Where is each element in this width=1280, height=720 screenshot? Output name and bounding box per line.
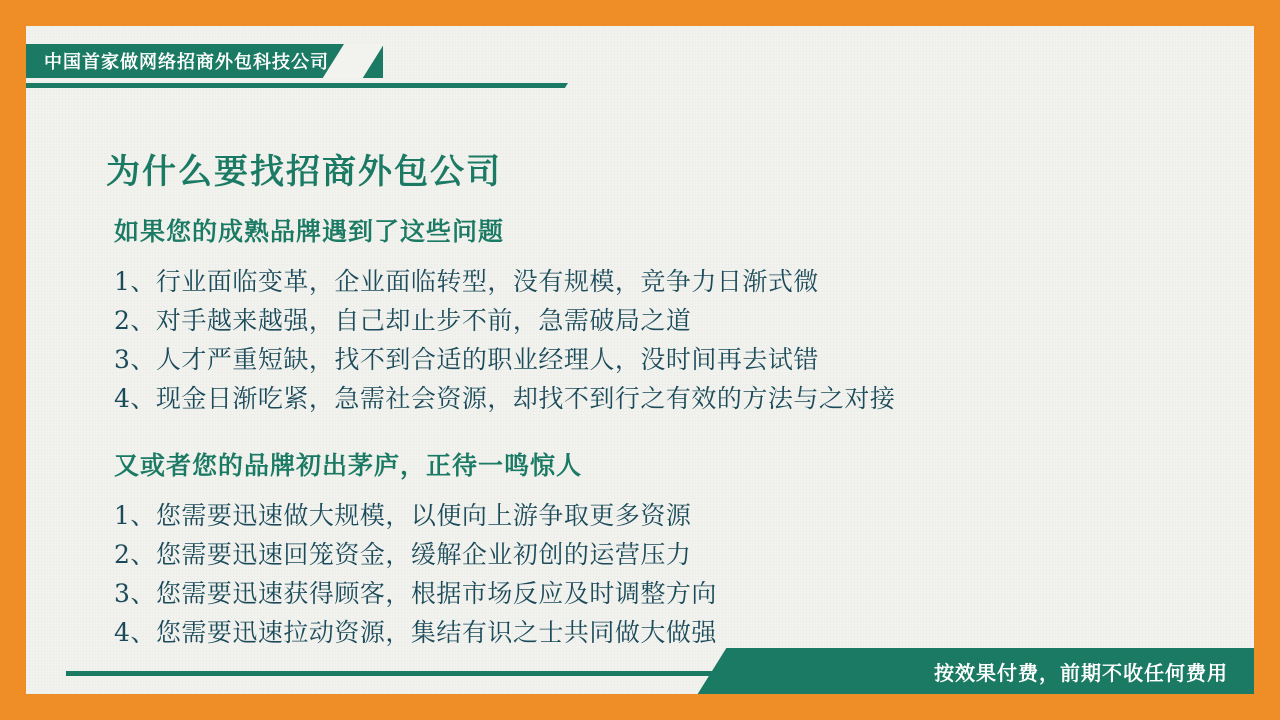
footer-ribbon <box>734 648 1254 694</box>
footer-label: 按效果付费，前期不收任何费用 <box>934 662 1228 685</box>
section-title: 如果您的成熟品牌遇到了这些问题 <box>114 218 505 246</box>
list-item: 1、您需要迅速做大规模，以便向上游争取更多资源 <box>114 501 692 530</box>
section-title: 又或者您的品牌初出茅庐，正待一鸣惊人 <box>114 452 583 480</box>
list-item: 4、您需要迅速拉动资源，集结有识之士共同做大做强 <box>114 618 717 647</box>
footer-rule <box>66 671 756 676</box>
page-title: 为什么要找招商外包公司 <box>106 153 502 191</box>
list-item: 2、对手越来越强，自己却止步不前，急需破局之道 <box>114 306 692 335</box>
header-ribbon <box>26 44 383 78</box>
footer-bar <box>26 648 1254 694</box>
slide-paper <box>26 26 1254 694</box>
list-item: 3、您需要迅速获得顾客，根据市场反应及时调整方向 <box>114 579 717 608</box>
header-ribbon-label: 中国首家做网络招商外包科技公司 <box>44 52 329 72</box>
list-item: 1、行业面临变革，企业面临转型，没有规模，竞争力日渐式微 <box>114 267 819 296</box>
header-rule <box>26 83 546 88</box>
bullet-list <box>114 262 895 418</box>
list-item: 4、现金日渐吃紧，急需社会资源，却找不到行之有效的方法与之对接 <box>114 384 896 413</box>
header-rule-tail <box>543 83 568 88</box>
list-item: 3、人才严重短缺，找不到合适的职业经理人，没时间再去试错 <box>114 345 819 374</box>
list-item: 2、您需要迅速回笼资金，缓解企业初创的运营压力 <box>114 540 692 569</box>
section-mature-brand <box>114 212 895 418</box>
bullet-list <box>114 496 717 652</box>
section-new-brand <box>114 446 717 652</box>
